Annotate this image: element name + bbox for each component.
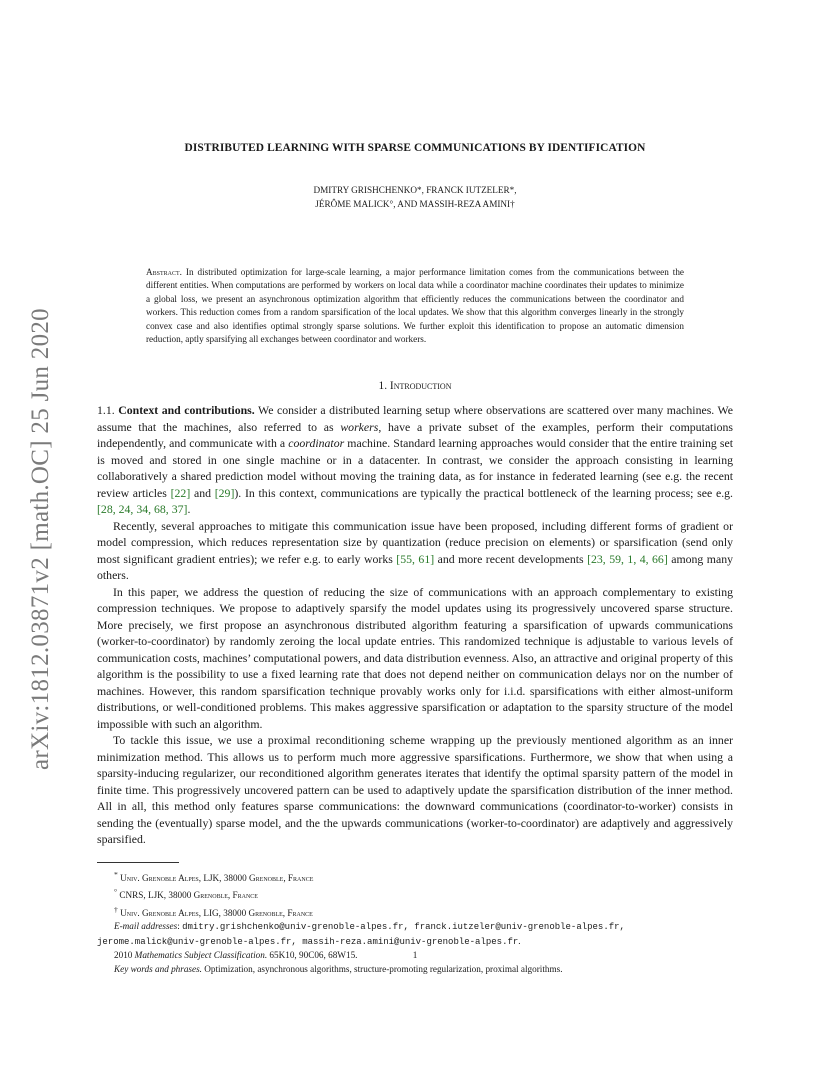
text-run: , have a private subset of the examples, perform their computations independently, and communicate with a (97, 419, 734, 450)
abstract-text: In distributed optimization for large-scale learning, a major performance limitation comes from the communications between the different entities. When computations are performed by workers on local data while a coordinator machine coordinates their updates to minimize a global loss, we present an asynchronous optimization algorithm that efficiently reduces the communications between the coordinator and workers. This reduction comes from a random sparsification of the local updates. We show that this algorithm converges linearly in the strongly convex case and also identifies optimal strongly sparse solutions. We further exploit this identification to propose an automatic dimension reduction, aptly sparsifying all exchanges between coordinator and workers. (146, 267, 685, 345)
paragraph-3: In this paper, we address the question of reducing the size of communications with an approach complementary to existing compression techniques. We propose to adaptively sparsify the model updates using its progressively uncovered sparse structure. More precisely, we first propose an asynchronous distributed algorithm featuring a sparsification of upwards communications (worker-to-coordinator) by randomly zeroing the local update entries. This randomized technique is adjustable to various levels of communication costs, machines’ computational powers, and data distribution evenness. Also, an attractive and original property of this algorithm is the possibility to use a fixed learning rate that does not depend neither on communication delays nor on the number of machines. However, this random sparsification technique provably works only for i.i.d. sparsifications with either almost-uniform distributions, or well-conditioned problems. This makes aggressive sparsification or adaptation to the sparsity structure of the model impossible with such an algorithm. (97, 584, 734, 731)
text-run: ). In this context, communications are typically the practical bottleneck of the learning process; see e.g. (234, 485, 733, 500)
footnote-emails-cont: jerome.malick@univ-grenoble-alpes.fr, massih-reza.amini@univ-grenoble-alpes.fr. (97, 935, 521, 947)
text-run: and (190, 485, 215, 500)
footnote-affiliation-2 (97, 885, 733, 902)
footnote-affiliation-1 (97, 868, 733, 885)
text-run: . (187, 502, 191, 516)
paragraph-1 (97, 402, 733, 518)
msc-codes: 65K10, 90C06, 68W15. (269, 950, 358, 961)
citation-link[interactable]: [29] (214, 485, 235, 500)
text-run: machine. Standard learning approaches would consider that the entire training set is moved and stored in one single machine or in a datacenter. In contrast, we consider the approach consisting in learning collaboratively a shared prediction model without moving the training data, as for instance in federated learning (see e.g. the recent review articles (97, 436, 733, 500)
footnote-text: Univ. Grenoble Alpes, LJK, 38000 Grenoble, France (120, 873, 314, 884)
email-label: E-mail addresses (114, 921, 178, 932)
arxiv-stamp: arXiv:1812.03871v2 [math.OC] 25 Jun 2020 (27, 308, 54, 770)
emphasis: coordinator (288, 436, 345, 450)
text-run: and more recent developments (434, 551, 588, 566)
section-heading (95, 380, 735, 392)
paragraph-4: To tackle this issue, we use a proximal reconditioning scheme wrapping up the previously mentioned algorithm as an inner minimization method. This allows us to perform much more aggressive sparsifications. Furthermore, we show that when using a sparsity-inducing regularizer, our reconditioned algorithm generates iterates that identify the optimal sparsity pattern of the model in finite time. This progressively uncovered pattern can be used to adaptively update the sparsification distribution of the inner method. All in all, this method only features sparse communications: the downward communications (coordinator-to-worker) consists in sending the (eventually) sparse model, and the the upwards communications (worker-to-coordinator) are adaptively and aggressively sparsified. (97, 733, 733, 846)
section-title: Introduction (389, 380, 452, 392)
email-list[interactable]: jerome.malick@univ-grenoble-alpes.fr, massih-reza.amini@univ-grenoble-alpes.fr (97, 936, 519, 947)
footnote-rule (97, 862, 179, 863)
citation-link[interactable]: [28, 24, 34, 68, 37] (97, 502, 188, 516)
text-run: We consider a distributed learning setup where observations are scattered over many machines. We assume that the machines, also referred to as (97, 403, 733, 434)
email-list[interactable]: dmitry.grishchenko@univ-grenoble-alpes.fr, franck.iutzeler@univ-grenoble-alpes.fr, (182, 922, 625, 933)
section-number: 1. (378, 380, 388, 392)
keywords-label: Key words and phrases. (114, 963, 202, 974)
page-number: 1 (412, 950, 418, 960)
author-line-2: JÉRÔME MALICK°, AND MASSIH-REZA AMINI† (315, 198, 515, 209)
body-text (97, 402, 733, 848)
footnote-mark: † (114, 904, 118, 914)
footnote-emails: E-mail addresses: dmitry.grishchenko@univ-grenoble-alpes.fr, franck.iutzeler@univ-grenoble-alpes.fr, (114, 921, 625, 933)
citation-link[interactable]: [55, 61] (396, 551, 435, 566)
citation-link[interactable]: [22] (170, 485, 191, 500)
footnote-keywords (97, 963, 733, 976)
footnote-mark: ° (114, 887, 118, 897)
emphasis: workers (340, 419, 379, 434)
citation-link[interactable]: [23, 59, 1, 4, 66] (587, 551, 668, 566)
paper-title: DISTRIBUTED LEARNING WITH SPARSE COMMUNICATIONS BY IDENTIFICATION (184, 142, 646, 154)
footnote-text: CNRS, LJK, 38000 Grenoble, France (119, 890, 258, 901)
footnote-text: Univ. Grenoble Alpes, LIG, 38000 Grenoble, France (120, 908, 313, 918)
subsection-number: 1.1. (97, 403, 115, 417)
msc-label: 2010 Mathematics Subject Classification. (114, 950, 268, 961)
text-run: Recently, several approaches to mitigate this communication issue have been proposed, including different forms of gradient or model compression, which reduces representation size by quantization (reduce precision on elements) or sparsification (send only most significant gradient entries); we refer e.g. to early works (97, 518, 733, 566)
paragraph-2 (97, 518, 733, 584)
footnote-affiliation-3 (97, 903, 733, 920)
abstract-label: Abstract. (146, 267, 182, 277)
abstract (146, 266, 684, 346)
subsection-title: Context and contributions. (118, 403, 255, 417)
keywords-text: Optimization, asynchronous algorithms, structure-promoting regularization, proximal algorithms. (204, 963, 563, 974)
footnote-mark: * (114, 870, 118, 879)
author-block (95, 184, 735, 211)
author-line-1: DMITRY GRISHCHENKO*, FRANCK IUTZELER*, (313, 185, 517, 195)
text-run: among many others. (97, 551, 734, 582)
